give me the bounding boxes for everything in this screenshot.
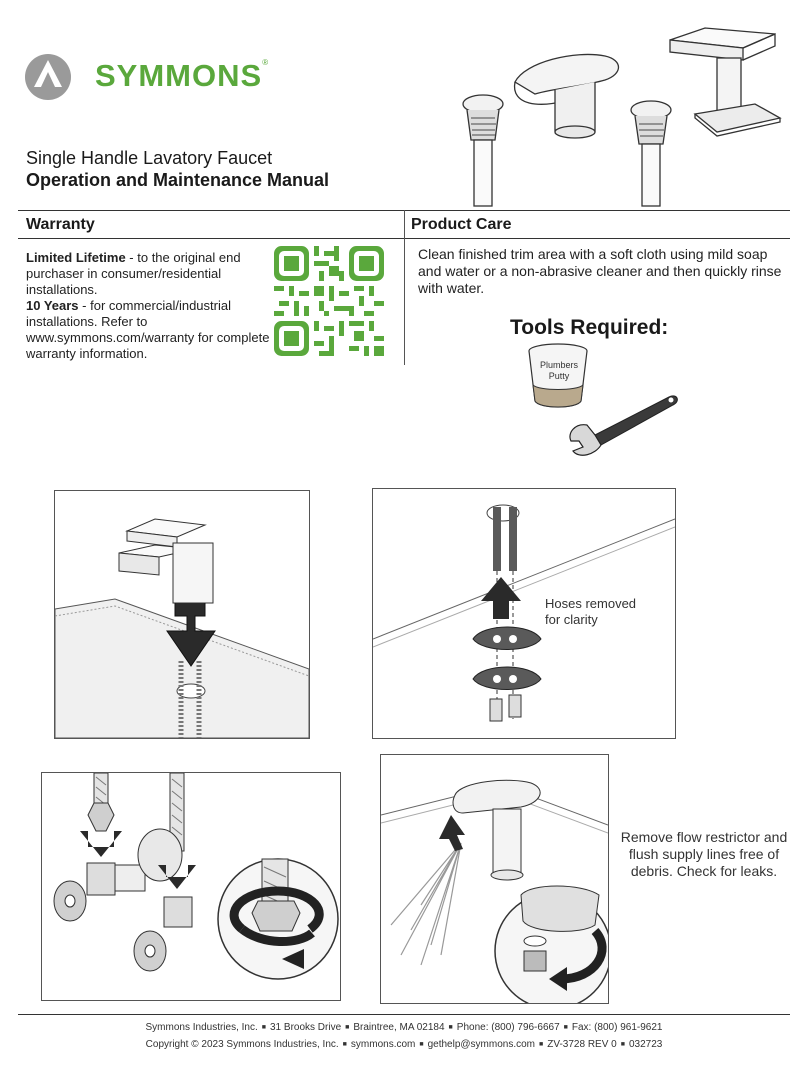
footer-email-link[interactable]: gethelp@symmons.com xyxy=(427,1039,536,1050)
brand-name: SYMMONS® xyxy=(95,58,270,93)
footer-copyright-line: Copyright © 2023 Symmons Industries, Inc. ■ symmons.com ■ gethelp@symmons.com ■ ZV-3728 REV 0 ■ 032723 xyxy=(145,1039,663,1050)
warranty-lifetime-text: - to the original end purchaser in consumer/residential installations. xyxy=(26,250,241,297)
footer-copyright: Copyright © 2023 Symmons Industries, Inc. xyxy=(145,1039,339,1050)
hoses-removed-note: Hoses removed for clarity xyxy=(545,596,637,627)
plumbers-putty-label: Plumbers Putty xyxy=(539,360,578,381)
page-subtitle: Single Handle Lavatory Faucet xyxy=(26,148,273,168)
footer-city: Braintree, MA 02184 xyxy=(353,1022,445,1033)
product-care-text: Clean finished trim area with a soft cloth using mild soap and water or a non-abrasive cleaner and then quickly rinse with water. xyxy=(418,246,782,296)
step-panel-install-faucet xyxy=(54,490,310,739)
warranty-years-label: 10 Years xyxy=(26,298,79,313)
product-care-heading: Product Care xyxy=(411,216,512,233)
warranty-qr-code-icon[interactable] xyxy=(274,246,384,356)
faucet-products-illustration xyxy=(455,22,790,212)
page-title: Operation and Maintenance Manual xyxy=(26,170,330,190)
tools-required-title: Tools Required: xyxy=(510,316,669,339)
footer-company: Symmons Industries, Inc. xyxy=(145,1022,258,1033)
warranty-lifetime-label: Limited Lifetime xyxy=(26,250,126,265)
footer-website-link[interactable]: symmons.com xyxy=(350,1039,416,1050)
footer-phone: Phone: (800) 796-6667 xyxy=(456,1022,560,1033)
wrench-icon xyxy=(565,385,680,465)
step-panel-flush-lines xyxy=(380,754,609,1004)
footer-fax: Fax: (800) 961-9621 xyxy=(571,1022,663,1033)
warranty-heading: Warranty xyxy=(26,216,95,233)
flush-supply-lines-note: Remove flow restrictor and flush supply lines free of debris. Check for leaks. xyxy=(620,829,788,879)
symmons-logo-icon xyxy=(24,53,72,101)
footer-contact-line: Symmons Industries, Inc. ■ 31 Brooks Drive ■ Braintree, MA 02184 ■ Phone: (800) 796-6667 ■ Fax: (800) 961-9621 xyxy=(145,1022,663,1033)
warranty-text xyxy=(26,250,271,362)
step-panel-connect-supply xyxy=(41,772,341,1001)
footer-date-code: 032723 xyxy=(628,1039,663,1050)
footer-doc-id: ZV-3728 REV 0 xyxy=(547,1039,617,1050)
footer-address: 31 Brooks Drive xyxy=(270,1022,342,1033)
warranty-years-text: - for commercial/industrial installations. Refer to www.symmons.com/warranty for complete warranty information. xyxy=(26,298,270,361)
